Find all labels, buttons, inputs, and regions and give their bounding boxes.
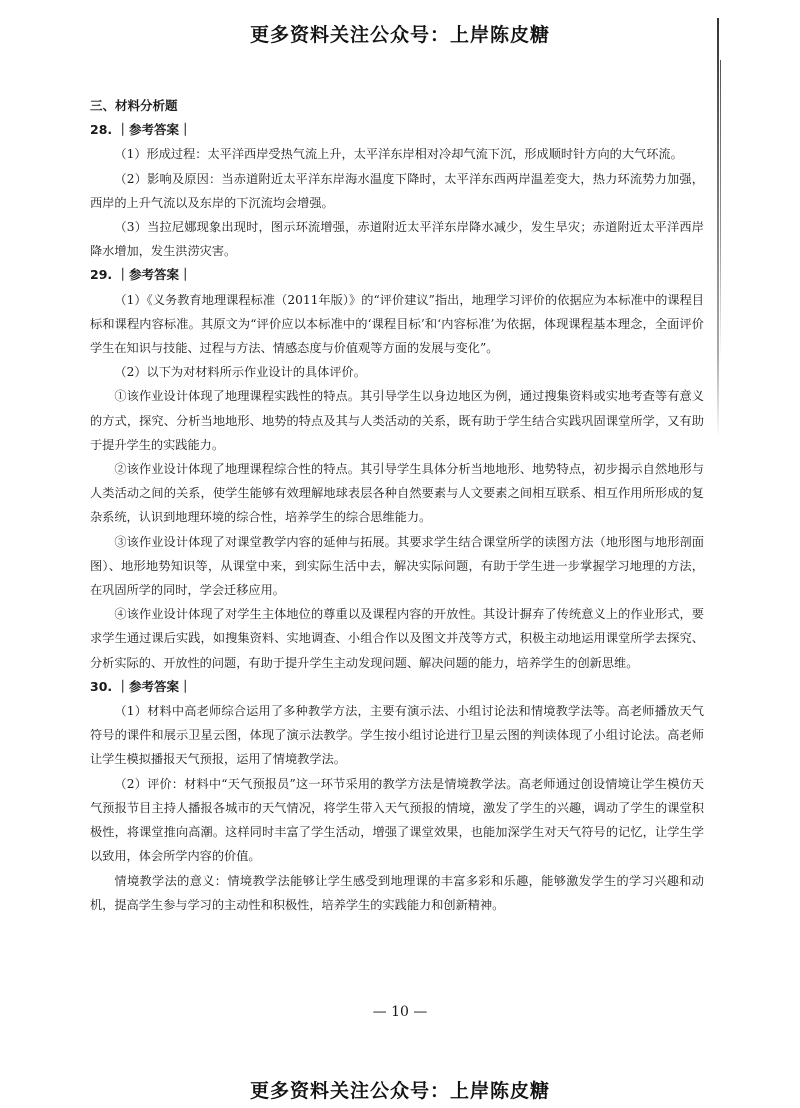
- q29-para-6: ④该作业设计体现了对学生主体地位的尊重以及课程内容的开放性。其设计摒弃了传统意义上的作业形式，要求学生通过课后实践，如搜集资料、实地调查、小组合作以及图文并茂等方式，积极主动地运用课堂所学去探究、分析实际的、开放性的问题，有助于提升学生主动发现问题、解决问题的能力，培养学生的创新思维。: [90, 607, 704, 670]
- q29-para-1: （1）《义务教育地理课程标准（2011年版）》的“评价建议”指出，地理学习评价的依据应为本标准中的课程目标和课程内容标准。其原文为“评价应以本标准中的‘课程目标’和‘内容标准’为依据，体现课程基本理念，全面评价学生在知识与技能、过程与方法、情感态度与价值观等方面的发展与变化”。: [90, 292, 704, 356]
- q29-para-3: ①该作业设计体现了地理课程实践性的特点。其引导学生以身边地区为例，通过搜集资料或实地考查等有意义的方式，探究、分析当地地形、地势的特点及其与人类活动的关系，既有助于学生结合实践巩固课堂所学，又有助于提升学生的实践能力。: [90, 389, 704, 452]
- answer-content: [90, 94, 704, 917]
- q30-para-3: 情境教学法的意义：情境教学法能够让学生感受到地理课的丰富多彩和乐趣，能够激发学生的学习兴趣和动机，提高学生参与学习的主动性和积极性，培养学生的实践能力和创新精神。: [90, 873, 704, 912]
- q28-answer-heading: 28. ｜参考答案｜: [90, 122, 192, 138]
- q28-para-3: （3）当拉尼娜现象出现时，图示环流增强，赤道附近太平洋东岸降水减少，发生旱灾；赤道附近太平洋西岸降水增加，发生洪涝灾害。: [90, 220, 704, 259]
- page-number: — 10 —: [372, 1004, 428, 1020]
- scan-edge-line: [717, 18, 719, 438]
- q29-para-2: （2）以下为对材料所示作业设计的具体评价。: [114, 365, 366, 380]
- q28-para-1: （1）形成过程：太平洋西岸受热气流上升，太平洋东岸相对冷却气流下沉，形成顺时针方向的大气环流。: [114, 147, 683, 162]
- q29-para-4: ②该作业设计体现了地理课程综合性的特点。其引导学生具体分析当地地形、地势特点，初步揭示自然地形与人类活动之间的关系，使学生能够有效理解地球表层各种自然要素与人文要素之间相互联系、相互作用所形成的复杂系统，认识到地理环境的综合性，培养学生的综合思维能力。: [90, 462, 704, 525]
- q29-para-5: ③该作业设计体现了对课堂教学内容的延伸与拓展。其要求学生结合课堂所学的读图方法（地形图与地形剖面图）、地形地势知识等，从课堂中来，到实际生活中去，解决实际问题，有助于学生进一步掌握学习地理的方法，在巩固所学的同时，学会迁移应用。: [90, 534, 704, 598]
- q30-para-1: （1）材料中高老师综合运用了多种教学方法，主要有演示法、小组讨论法和情境教学法等。高老师播放天气符号的课件和展示卫星云图，体现了演示法教学。学生按小组讨论进行卫星云图的判读体现了小组讨论法。高老师让学生模拟播报天气预报，运用了情境教学法。: [90, 704, 704, 767]
- q30-answer-heading: 30. ｜参考答案｜: [90, 678, 192, 694]
- top-banner: 更多资料关注公众号：上岸陈皮糖: [249, 24, 550, 46]
- q30-para-2: （2）评价：材料中“天气预报员”这一环节采用的教学方法是情境教学法。高老师通过创设情境让学生模仿天气预报节目主持人播报各城市的天气情况，将学生带入天气预报的情境，激发了学生的兴趣，调动了学生的课堂积极性，将课堂推向高潮。这样同时丰富了学生活动，增强了课堂效果，也能加深学生对天气符号的记忆，让学生学以致用，体会所学内容的价值。: [90, 776, 704, 864]
- bottom-banner: 更多资料关注公众号：上岸陈皮糖: [249, 1080, 550, 1102]
- q28-para-2: （2）影响及原因：当赤道附近太平洋东岸海水温度下降时，太平洋东西两岸温差变大，热力环流势力加强，西岸的上升气流以及东岸的下沉流均会增强。: [90, 171, 704, 210]
- section-title: 三、材料分析题: [90, 98, 178, 113]
- q29-answer-heading: 29. ｜参考答案｜: [90, 267, 192, 283]
- scan-edge-line-secondary: [720, 60, 721, 360]
